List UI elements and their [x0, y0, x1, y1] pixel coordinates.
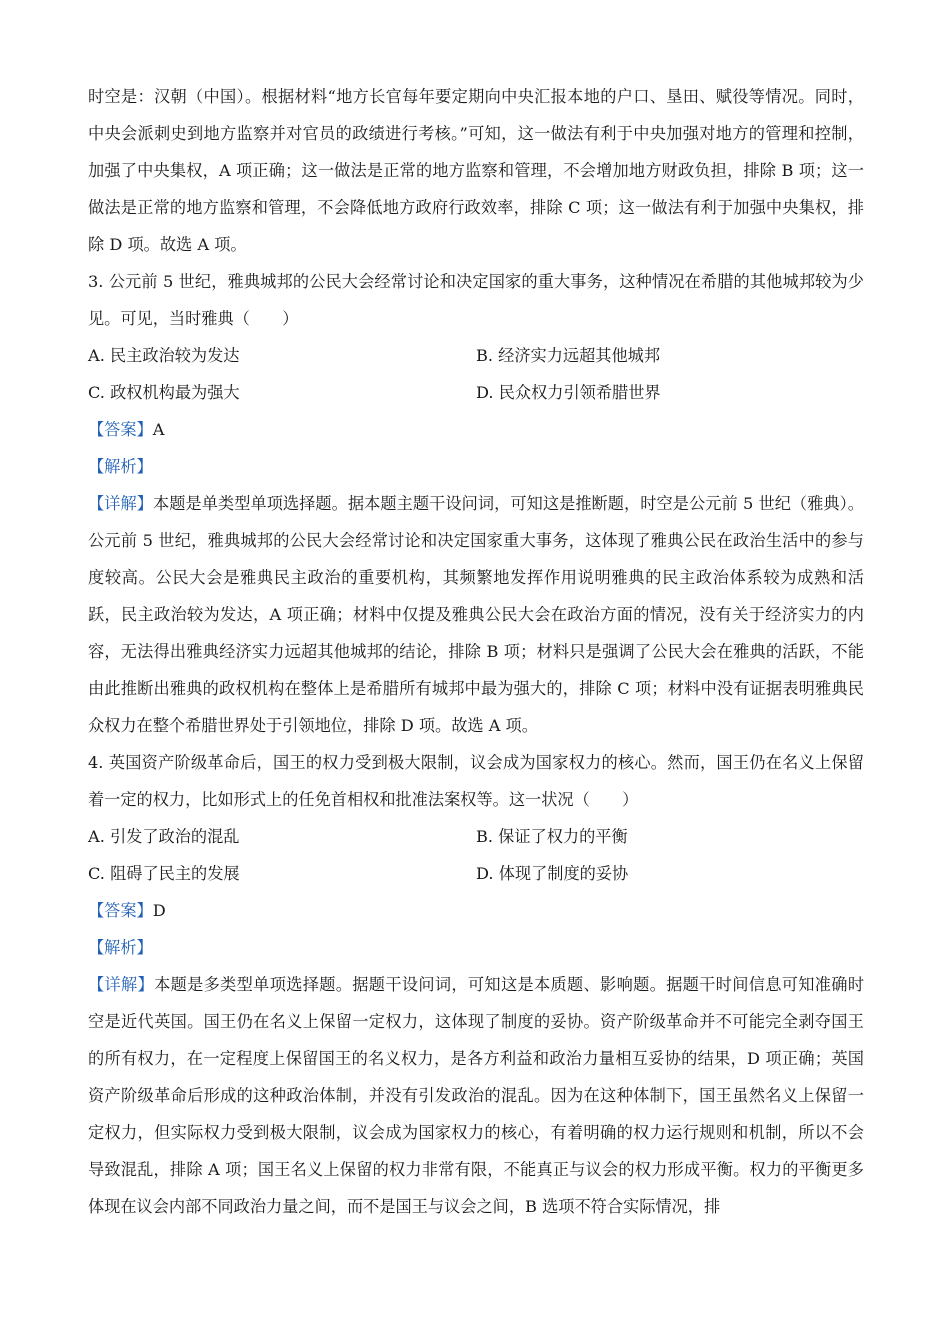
answer-tag: 【答案】 — [88, 420, 153, 439]
option-c: C. 阻碍了民主的发展 — [88, 864, 240, 883]
detail-text: 本题是单类型单项选择题。据本题主题干设问词，可知这是推断题，时空是公元前 5 世纪（雅典）。公元前 5 世纪，雅典城邦的公民大会经常讨论和决定国家重大事务，这体现了雅典公民在政治生活中的参与度较高。公民大会是雅典民主政治的重要机构，其频繁地发挥作用说明雅典的民主政治体系较为成熟和活跃，民主政治较为发达，A 项正确；材料中仅提及雅典公民大会在政治方面的情况，没有关于经济实力的内容，无法得出雅典经济实力远超其他城邦的结论，排除 B 项；材料只是强调了公民大会在雅典的活跃，不能由此推断出雅典的政权机构在整体上是希腊所有城邦中最为强大的，排除 C 项；材料中没有证据表明雅典民众权力在整个希腊世界处于引领地位，排除 D 项。故选 A 项。 — [88, 494, 864, 735]
option-a: A. 引发了政治的混乱 — [88, 827, 240, 846]
option-d: D. 体现了制度的妥协 — [476, 864, 629, 883]
question-4 — [88, 744, 864, 1225]
detail-tag: 【详解】 — [88, 494, 153, 513]
analysis-line — [88, 929, 864, 966]
answer-tag: 【答案】 — [88, 901, 153, 920]
option-b: B. 保证了权力的平衡 — [476, 827, 628, 846]
option-a: A. 民主政治较为发达 — [88, 346, 240, 365]
option-c: C. 政权机构最为强大 — [88, 383, 240, 402]
question-3 — [88, 263, 864, 744]
detail-paragraph — [88, 966, 864, 1225]
detail-text: 本题是多类型单项选择题。据题干设问词，可知这是本质题、影响题。据题干时间信息可知准确时空是近代英国。国王仍在名义上保留一定权力，这体现了制度的妥协。资产阶级革命并不可能完全剥夺国王的所有权力，在一定程度上保留国王的名义权力，是各方利益和政治力量相互妥协的结果，D 项正确；英国资产阶级革命后形成的这种政治体制，并没有引发政治的混乱。因为在这种体制下，国王虽然名义上保留一定权力，但实际权力受到极大限制，议会成为国家权力的核心，有着明确的权力运行规则和机制，所以不会导致混乱，排除 A 项；国王名义上保留的权力非常有限，不能真正与议会的权力形成平衡。权力的平衡更多体现在议会内部不同政治力量之间，而不是国王与议会之间，B 选项不符合实际情况，排 — [88, 975, 865, 1216]
document-page — [88, 78, 864, 1225]
detail-paragraph — [88, 485, 864, 744]
options-row — [88, 337, 864, 374]
analysis-line — [88, 448, 864, 485]
answer-value: D — [152, 901, 166, 920]
analysis-tag: 【解析】 — [88, 938, 153, 957]
options-row — [88, 374, 864, 411]
question-stem: 4. 英国资产阶级革命后，国王的权力受到极大限制，议会成为国家权力的核心。然而，国王仍在名义上保留着一定的权力，比如形式上的任免首相权和批准法案权等。这一状况（ ） — [88, 753, 864, 809]
options-row — [88, 855, 864, 892]
option-d: D. 民众权力引领希腊世界 — [476, 383, 661, 402]
answer-line — [88, 411, 864, 448]
answer-value: A — [152, 420, 165, 439]
answer-line — [88, 892, 864, 929]
q2-explanation-continued: 时空是：汉朝（中国）。根据材料“地方长官每年要定期向中央汇报本地的户口、垦田、赋役等情况。同时，中央会派刺史到地方监察并对官员的政绩进行考核。”可知，这一做法有利于中央加强对地方的管理和控制，加强了中央集权，A 项正确；这一做法是正常的地方监察和管理，不会增加地方财政负担，排除 B 项；这一做法是正常的地方监察和管理，不会降低地方政府行政效率，排除 C 项；这一做法有利于加强中央集权，排除 D 项。故选 A 项。 — [88, 87, 864, 254]
question-stem: 3. 公元前 5 世纪，雅典城邦的公民大会经常讨论和决定国家的重大事务，这种情况在希腊的其他城邦较为少见。可见，当时雅典（ ） — [88, 272, 864, 328]
options-row — [88, 818, 864, 855]
detail-tag: 【详解】 — [88, 975, 155, 994]
analysis-tag: 【解析】 — [88, 457, 153, 476]
option-b: B. 经济实力远超其他城邦 — [476, 346, 661, 365]
